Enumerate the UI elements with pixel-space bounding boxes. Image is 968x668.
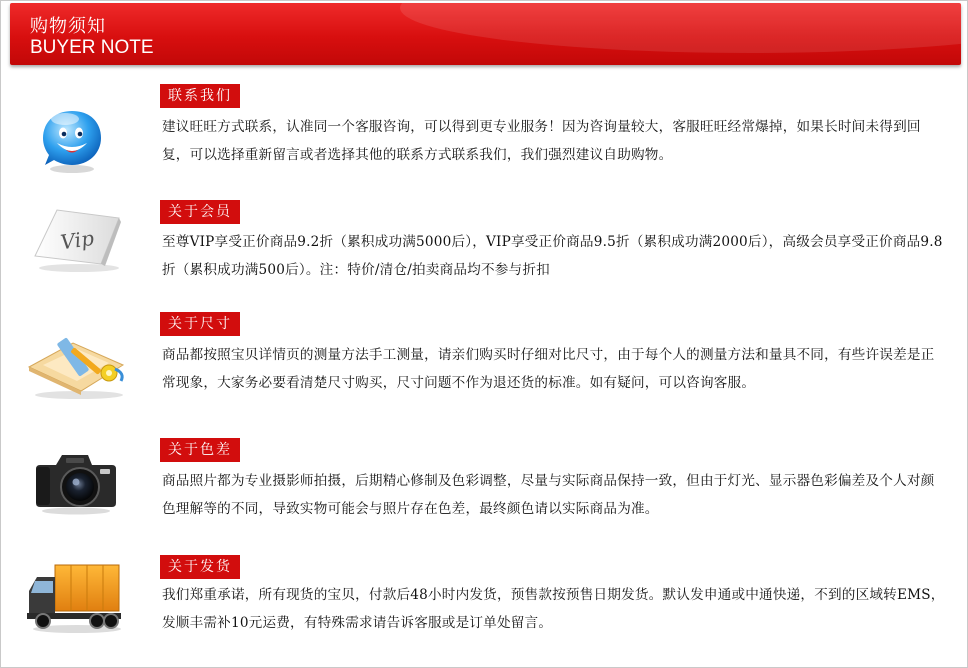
banner-shine [400, 3, 961, 53]
section-text: 至尊VIP享受正价商品9.2折（累积成功满5000后），VIP享受正价商品9.5折（累积成功满2000后），高级会员享受正价商品9.8折（累积成功满500后）。注：特价/清仓/拍卖商品均不参与折扣 [162, 234, 943, 278]
ruler-measure-icon [23, 329, 131, 401]
vip-card-icon [31, 204, 123, 274]
section-heading: 关于尺寸 [160, 312, 240, 336]
section-text: 商品都按照宝贝详情页的测量方法手工测量，请亲们购买时仔细对比尺寸，由于每个人的测量方法和量具不同，有些许误差是正常现象，大家务必要看清楚尺寸购买，尺寸问题不作为退还货的标准。如有疑问，可以咨询客服。 [162, 347, 935, 391]
banner-header [10, 3, 961, 65]
section-heading: 关于会员 [160, 200, 240, 224]
chat-bubble-smiley-icon [39, 105, 105, 175]
section-heading: 关于发货 [160, 555, 240, 579]
section-text: 我们郑重承诺，所有现货的宝贝，付款后48小时内发货，预售款按预售日期发货。默认发申通或中通快递，不到的区域转EMS，发顺丰需补10元运费，有特殊需求请告诉客服或是订单处留言。 [162, 587, 945, 631]
banner-title-en: BUYER NOTE [30, 37, 154, 58]
section-heading: 关于色差 [160, 438, 240, 462]
vip-card-text: Vip [59, 225, 96, 255]
delivery-truck-icon [25, 559, 125, 635]
section-text: 商品照片都为专业摄影师拍摄，后期精心修制及色彩调整，尽量与实际商品保持一致，但由于灯光、显示器色彩偏差及个人对颜色理解等的不同，导致实物可能会与照片存在色差，最终颜色请以实际商品为准。 [162, 473, 935, 517]
section-text: 建议旺旺方式联系，认准同一个客服咨询，可以得到更专业服务！因为咨询量较大，客服旺旺经常爆掉，如果长时间未得到回复，可以选择重新留言或者选择其他的联系方式联系我们，我们强烈建议自助购物。 [162, 119, 921, 163]
camera-icon [34, 447, 118, 515]
section-heading: 联系我们 [160, 84, 240, 108]
banner-title-cn: 购物须知 [30, 16, 106, 37]
